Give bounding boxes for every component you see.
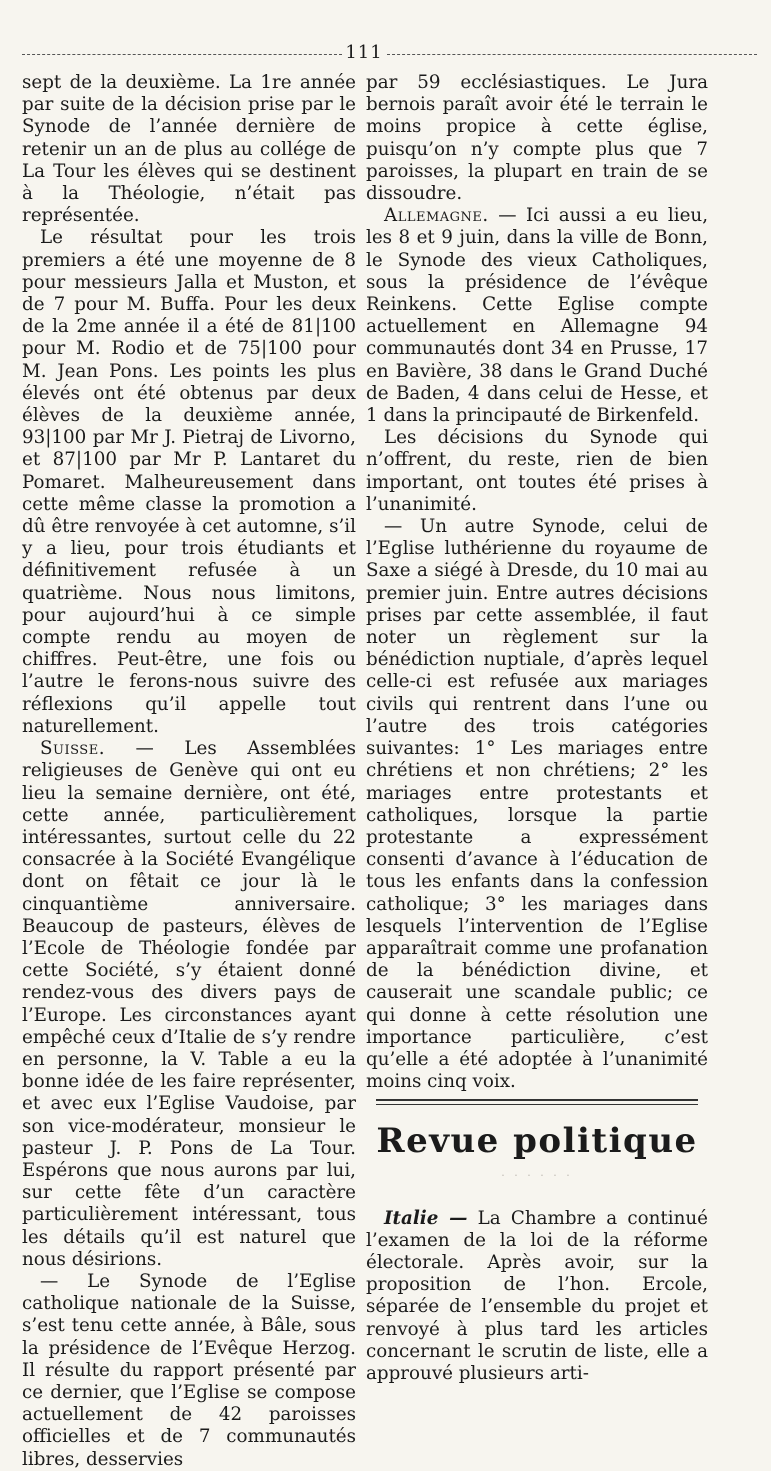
paragraph: Les décisions du Synode qui n’offrent, du reste, rien de bien important, ont toutes été prises à l’unanimité. [366, 427, 708, 515]
section-title: Revue politique [376, 1121, 698, 1162]
paragraph-text: La Chambre a continué l’examen de la loi de la réforme électorale. Après avoir, sur la proposition de l’hon. Ercole, séparée de l’ensemble du projet et renvoyé à plus tard les articles concernant le scrutin de liste, elle a approuvé plusieurs arti- [366, 1207, 708, 1384]
header-rule-left [22, 54, 342, 55]
right-column [366, 72, 708, 1385]
header-rule-right [387, 54, 757, 55]
section-lead: Allemagne. [384, 205, 489, 227]
paragraph [366, 205, 708, 427]
paragraph-text: — Les Assemblées religieuses de Genève qui ont eu lieu la semaine dernière, ont été, cette année, particulièrement intéressantes, surtout celle du 22 consacrée à la Société Evangélique dont on fêtait ce jour là le cinquantième anniversaire. Beaucoup de pasteurs, élèves de l’Ecole de Théologie fondée par cette Société, s’y étaient donné rendez-vous des divers pays de l’Europe. Les circonstances ayant empêché ceux d’Italie de s’y rendre en personne, la V. Table a eu la bonne idée de les faire représenter, et avec eux l’Eglise Vaudoise, par son vice-modérateur, monsieur le pasteur J. P. Pons de La Tour. Espérons que nous aurons par lui, sur cette fête d’un caractère particulièrement intéressant, tous les détails qu’il est naturel que nous désirions. [22, 738, 356, 1270]
paragraph: Le résultat pour les trois premiers a été une moyenne de 8 pour messieurs Jalla et Muston, et de 7 pour M. Buffa. Pour les deux de la 2me année il a été de 81|100 pour M. Rodio et de 75|100 pour M. Jean Pons. Les points les plus élevés ont été obtenus par deux élèves de la deuxième année, 93|100 par Mr J. Pietraj de Livorno, et 87|100 par Mr P. Lantaret du Pomaret. Malheureusement dans cette même classe la promotion a dû être renvoyée à cet automne, s’il y a lieu, pour trois étudiants et définitivement refusée à un quatrième. Nous nous limitons, pour aujourd’hui à ce simple compte rendu au moyen de chiffres. Peut-être, une fois ou l’autre le ferons-nous suivre des réflexions qu’il appelle tout naturellement. [22, 227, 356, 737]
page-header [22, 42, 757, 66]
section-divider [376, 1099, 698, 1105]
paragraph [366, 1208, 708, 1386]
paragraph: — Le Synode de l’Eglise catholique nationale de la Suisse, s’est tenu cette année, à Bâle, sous la présidence de l’Evêque Herzog. Il résulte du rapport présenté par ce dernier, que l’Eglise se compose actuellement de 42 paroisses officielles et de 7 communautés libres, desservies [22, 1270, 356, 1470]
section-lead: Italie — [384, 1207, 468, 1229]
paragraph: sept de la deuxième. La 1re année par suite de la décision prise par le Synode de l’année dernière de retenir un an de plus au collége de La Tour les élèves qui se destinent à la Théologie, n’était pas représentée. [22, 72, 356, 227]
section-lead: Suisse. [40, 738, 105, 760]
title-ornament: · · · · · · [501, 1169, 573, 1183]
paragraph: par 59 ecclésiastiques. Le Jura bernois paraît avoir été le terrain le moins propice à cette église, puisqu’on n’y compte plus que 7 paroisses, la plupart en train de se dissoudre. [366, 72, 708, 205]
paragraph: — Un autre Synode, celui de l’Eglise luthérienne du royaume de Saxe a siégé à Dresde, du 10 mai au premier juin. Entre autres décisions prises par cette assemblée, il faut noter un règlement sur la bénédiction nuptiale, d’après lequel celle-ci est refusée aux mariages civils qui rentrent dans l’une ou l’autre des trois catégories suivantes: 1° Les mariages entre chrétiens et non chrétiens; 2° les mariages entre protestants et catholiques, lorsque la partie protestante a expressément consenti d’avance à l’éducation de tous les enfants dans la confession catholique; 3° les mariages dans lesquels l’intervention de l’Eglise apparaîtrait comme une profanation de la bénédiction divine, et causerait une scandale public; ce qui donne à cette résolution une importance particulière, c’est qu’elle a été adoptée à l’unanimité moins cinq voix. [366, 516, 708, 1093]
page-number: 111 [345, 42, 383, 63]
paragraph [22, 738, 356, 1271]
paragraph-text: — Ici aussi a eu lieu, les 8 et 9 juin, dans la ville de Bonn, le Synode des vieux Catholiques, sous la présidence de l’évêque Reinkens. Cette Eglise compte actuellement en Allemagne 94 communautés dont 34 en Prusse, 17 en Bavière, 38 dans le Grand Duché de Baden, 4 dans celui de Hesse, et 1 dans la principauté de Birkenfeld. [366, 205, 708, 427]
left-column [22, 72, 356, 1471]
